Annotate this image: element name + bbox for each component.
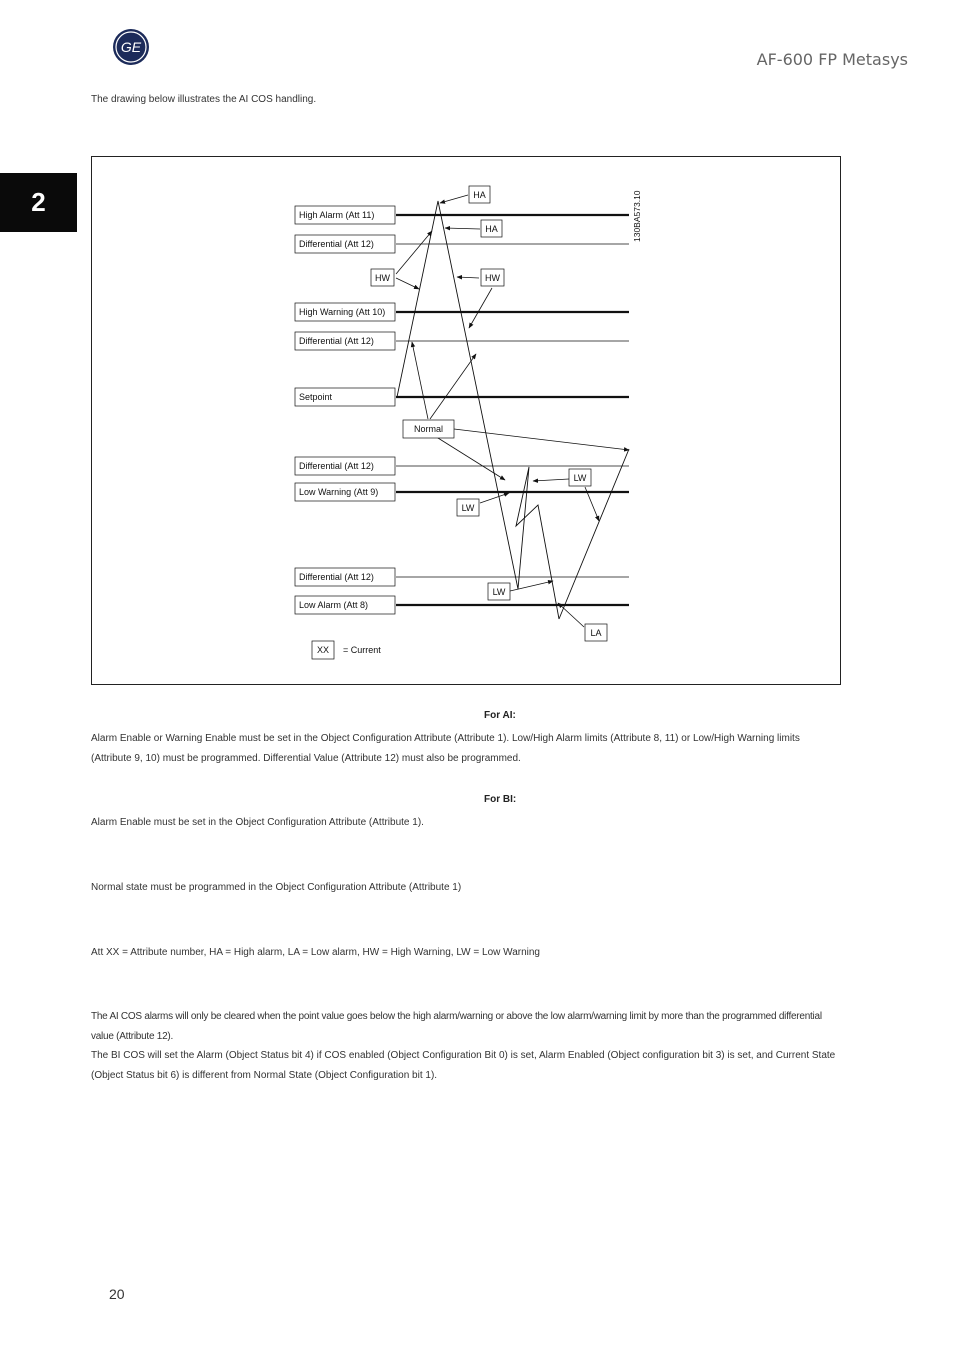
arrow-normal-downright — [430, 433, 505, 480]
threshold-label-low-alarm — [295, 596, 395, 614]
tag-lw-2 — [457, 499, 479, 516]
svg-text:LW: LW — [492, 587, 506, 597]
svg-text:Normal: Normal — [413, 424, 444, 434]
normal-state-text: Normal state must be programmed in the Object Configuration Attribute (Attribute 1) — [91, 882, 462, 893]
bi-text: Alarm Enable must be set in the Object Configuration Attribute (Attribute 1). — [91, 817, 424, 828]
arrow-lw-mid — [480, 493, 509, 503]
legend-text: = Current — [343, 645, 381, 655]
tag-hw-1 — [371, 269, 394, 286]
threshold-label-text: Low Warning (Att 9) — [299, 487, 379, 497]
tag-la — [585, 624, 607, 641]
abbreviations-text: Att XX = Attribute number, HA = High alarm, LA = Low alarm, HW = High Warning, LW = Low Warning — [91, 947, 540, 958]
ai-text: Alarm Enable or Warning Enable must be set in the Object Configuration Attribute (Attribute 1). Low/High Alarm limits (Attribute 8, 11) or Low/High Warning limits (Attribute 9, 10) must be programmed. Differential Value (Attribute 12) must also be programmed. — [91, 733, 800, 764]
ai-cos-diagram-svg — [92, 157, 840, 684]
threshold-label-low-alarm-diff — [295, 568, 395, 586]
ge-logo-text: GE — [120, 39, 142, 55]
legend-symbol: XX — [316, 645, 330, 655]
svg-text:LW: LW — [461, 503, 475, 513]
tag-normal — [403, 420, 454, 438]
arrow-hw-right-in — [457, 277, 479, 278]
threshold-label-setpoint — [295, 388, 395, 406]
intro-text: The drawing below illustrates the AI COS handling. — [91, 94, 317, 105]
bi-cos-text: The BI COS will set the Alarm (Object Status bit 4) if COS enabled (Object Configuration Bit 0) is set, Alarm Enabled (Object configuration bit 3) is set, and Current State (Object Status bit 6) is different from Normal State (Object Configuration bit 1). — [91, 1050, 836, 1081]
arrow-ha-2 — [445, 228, 480, 229]
ai-heading: For AI: — [484, 710, 516, 721]
threshold-label-text: High Alarm (Att 11) — [299, 210, 375, 220]
threshold-label-text: Differential (Att 12) — [299, 336, 374, 346]
arrow-ha-1 — [440, 195, 468, 203]
svg-text:HW: HW — [375, 273, 390, 283]
tag-lw-3 — [488, 583, 510, 600]
page-number: 20 — [109, 1286, 125, 1302]
legend — [312, 641, 381, 659]
arrow-normal-upleft — [412, 342, 428, 419]
threshold-label-high-warning — [295, 303, 395, 321]
threshold-label-text: High Warning (Att 10) — [299, 307, 386, 317]
threshold-label-high-alarm — [295, 206, 395, 224]
document-title: AF-600 FP Metasys — [756, 50, 908, 69]
svg-text:LW: LW — [573, 473, 587, 483]
chapter-tab — [0, 173, 77, 232]
arrow-normal-upright — [430, 354, 476, 419]
arrow-normal-right — [454, 429, 629, 450]
threshold-label-low-warning-diff — [295, 457, 395, 475]
threshold-lines — [396, 215, 629, 605]
diagram-code: 130BA573.10 — [632, 190, 642, 242]
arrow-la — [558, 603, 584, 627]
threshold-label-text: Differential (Att 12) — [299, 572, 374, 582]
threshold-label-high-alarm-diff — [295, 235, 395, 253]
clear-text: The AI COS alarms will only be cleared when the point value goes below the high alarm/warning or above the low alarm/warning limit by more than the programmed differential value (Attribute 12). — [91, 1011, 822, 1042]
svg-text:LA: LA — [590, 628, 602, 638]
svg-text:HA: HA — [473, 190, 486, 200]
arrow-hw-left-up — [396, 231, 432, 274]
arrow-hw-left-down — [396, 278, 419, 289]
tag-hw-2 — [481, 269, 504, 286]
threshold-label-high-warning-diff — [295, 332, 395, 350]
ge-logo — [112, 28, 150, 66]
threshold-label-text: Setpoint — [299, 392, 333, 402]
arrow-hw-right-down — [469, 288, 492, 328]
tag-ha-1 — [469, 186, 490, 203]
ai-cos-diagram — [91, 156, 841, 685]
threshold-labels — [295, 206, 395, 614]
threshold-label-low-warning — [295, 483, 395, 501]
arrow-lw-left — [533, 479, 569, 481]
svg-text:HW: HW — [485, 273, 500, 283]
signal-trace — [397, 201, 559, 619]
tag-lw-1 — [569, 469, 591, 486]
threshold-label-text: Differential (Att 12) — [299, 239, 374, 249]
threshold-label-text: Low Alarm (Att 8) — [299, 600, 369, 610]
tag-ha-2 — [481, 220, 502, 237]
threshold-label-text: Differential (Att 12) — [299, 461, 374, 471]
bi-heading: For BI: — [484, 794, 517, 805]
chapter-number: 2 — [31, 187, 46, 217]
svg-text:HA: HA — [485, 224, 498, 234]
